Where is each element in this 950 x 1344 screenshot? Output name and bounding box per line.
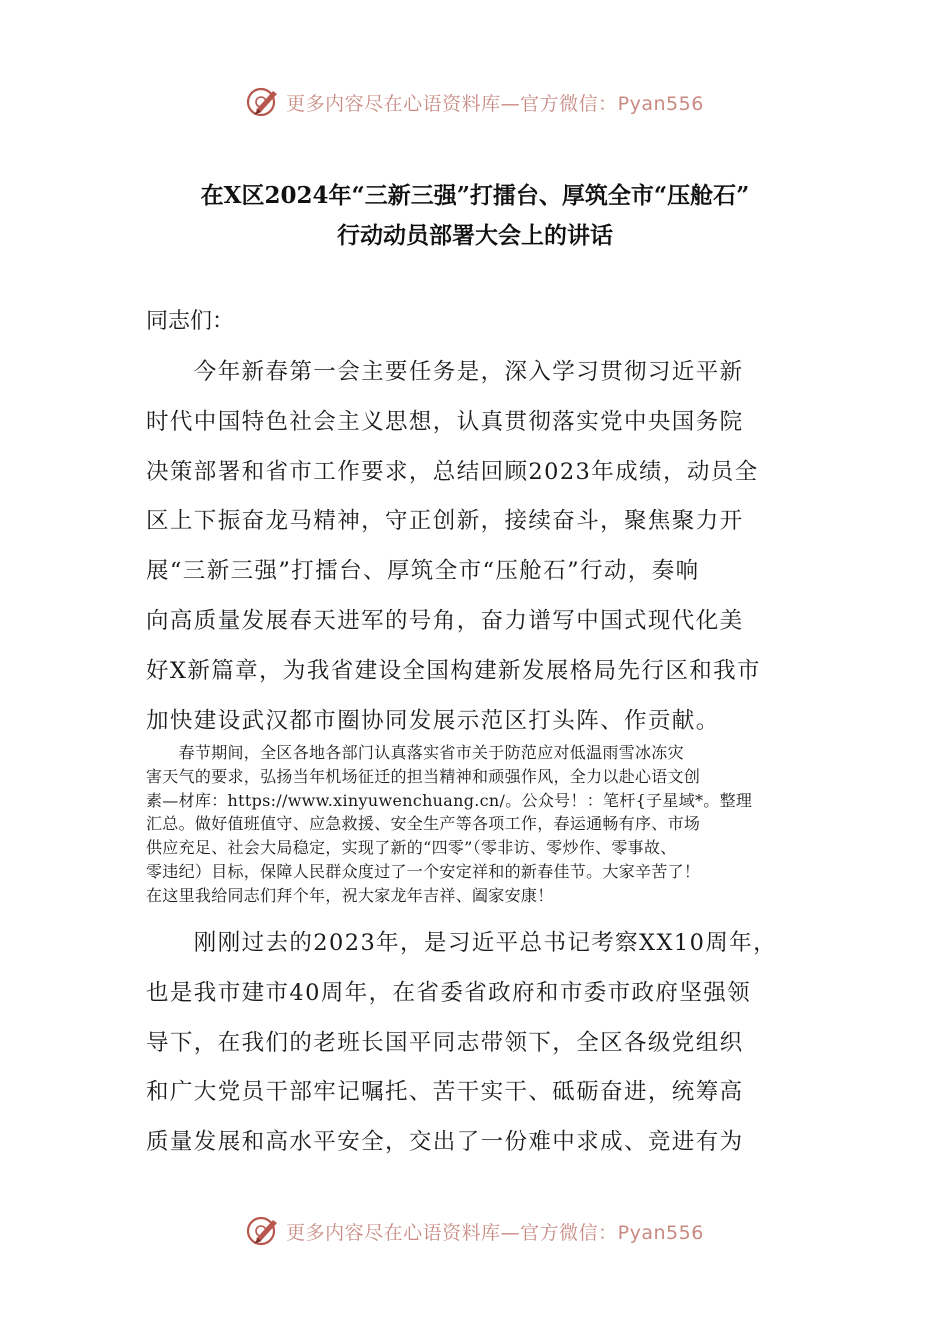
text-line: 在这里我给同志们拜个年，祝大家龙年吉祥、阖家安康！ — [146, 885, 554, 905]
text-line: 刚刚过去的2023年，是习近平总书记考察XX10周年， — [146, 930, 778, 956]
pen-logo-icon — [246, 1214, 280, 1248]
pen-logo-icon — [246, 85, 280, 119]
text-line: 加快建设武汉都市圈协同发展示范区打头阵、作贡献。 — [146, 707, 720, 734]
watermark-text: 更多内容尽在心语资料库—官方微信：Pyan556 — [286, 92, 704, 115]
text-line: 和广大党员干部牢记嘱托、苦干实干、砥砺奋进，统筹高 — [146, 1079, 744, 1106]
text-line: 质量发展和高水平安全，交出了一份难中求成、竞进有为 — [146, 1129, 744, 1156]
text-line: 时代中国特色社会主义思想，认真贯彻落实党中央国务院 — [146, 408, 744, 435]
text-line: 向高质量发展春天进军的号角，奋力谱写中国式现代化美 — [146, 607, 744, 634]
header-watermark — [0, 82, 950, 122]
text-line: 展“三新三强”打擂台、厚筑全市“压舱石”行动，奏响 — [146, 558, 700, 585]
watermark-text: 更多内容尽在心语资料库—官方微信：Pyan556 — [286, 1221, 704, 1244]
text-line: 汇总。做好值班值守、应急救援、安全生产等各项工作，春运通畅有序、市场 — [146, 814, 701, 834]
footer-watermark — [0, 1211, 950, 1251]
text-line: 今年新春第一会主要任务是，深入学习贯彻习近平新 — [146, 359, 744, 385]
title-line-1: 在X区2024年“三新三强”打擂台、厚筑全市“压舱石” — [200, 182, 750, 209]
text-line: 导下，在我们的老班长国平同志带领下，全区各级党组织 — [146, 1029, 744, 1056]
title-line-2: 行动动员部署大会上的讲话 — [337, 222, 613, 249]
text-line: 春节期间，全区各地各部门认真落实省市关于防范应对低温雨雪冰冻灾 — [146, 743, 684, 762]
text-line: 害天气的要求，弘扬当年机场征迁的担当精神和顽强作风，全力以赴心语文创 — [146, 766, 701, 786]
paragraph-1 — [146, 348, 806, 746]
text-line: 也是我市建市40周年，在省委省政府和市委市政府坚强领 — [146, 979, 752, 1006]
text-line: 好X新篇章，为我省建设全国构建新发展格局先行区和我市 — [146, 657, 761, 684]
text-line: 决策部署和省市工作要求，总结回顾2023年成绩，动员全 — [146, 458, 759, 485]
text-line: 区上下振奋龙马精神，守正创新，接续奋斗，聚焦聚力开 — [146, 508, 744, 535]
greeting: 同志们： — [146, 309, 235, 334]
text-line: 供应充足、社会大局稳定，实现了新的“四零”（零非访、零炒作、零事故、 — [146, 838, 677, 858]
text-line: 零违纪）目标，保障人民群众度过了一个安定祥和的新春佳节。大家辛苦了！ — [146, 861, 701, 881]
paragraph-3 — [146, 919, 806, 1168]
text-line: 素—材库：https://www.xinyuwenchuang.cn/。公众号！：笔杆{子星域*。整理 — [146, 790, 753, 810]
document-title — [120, 176, 830, 256]
paragraph-2 — [146, 741, 806, 908]
